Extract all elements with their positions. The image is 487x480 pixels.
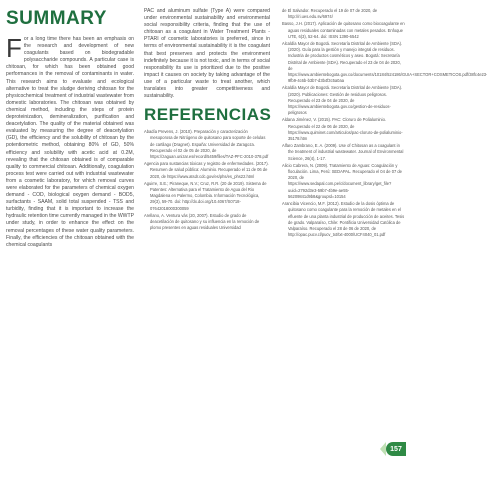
right-column: [282, 8, 487, 239]
references-list-col3: [282, 8, 487, 238]
reference-item: Abadía Prevens, J. (2010). Preparación y caracterización mesoporosa de Nitrógeno de quitosano para soporte de celulas de cartilago (Dragnet). España: Universidad de Zaragoza. Recuperado el 02 de 05 de 2020, de https://zaguan.unizar.es/record/5459/files/TAZ-PFC-2010-378.pdf: [144, 129, 269, 160]
summary-column: [6, 8, 134, 249]
reference-item: de El Salvador. Recuperado el 19 de 07 de 2020, de http://ri.ues.edu.sv/6974/: [282, 8, 378, 20]
page-number: 157: [390, 445, 402, 453]
reference-item: Alcaldía Mayor de Bogotá. Secretaría Distrital de Ambiente (SDA). (2020). Guía para la gestión y manejo integral de residuos. Industria de productos cosméticos y aseo. Bogotá: Secretaría Distrital de Ambiente (SDA). Recuperado el 23 de 04 de 2020, de https://www.ambientebogota.gov.co/documents/10184/524186/GUIA+SECTOR+COSMETICOS.pdf/38fc4e23-9fb9-4c6b-b3b7-d3b4f3c5a0aa: [282, 41, 487, 84]
summary-paragraph-1: [6, 33, 134, 249]
page-number-badge: [386, 442, 406, 456]
reference-item: Aguirre, S.E.; Piraneque, N.V.; Cruz, R.R. (20 de 2019). Sistema de Patentes: Alternativa para el Tratamiento de Agua del Rio Magdalena en Palermo, Colombia. Información Tecnológica, 29(3), 59-70. doi: http://dx.doi.org/10.4067/S0718-07642018000300059: [144, 180, 267, 211]
reference-item: Arancibia Vicencio, M.F. (2012). Estudio de la dosis óptima de quitosano como coagulante para la remoción de metales en el efluente de una planta industrial de producción de aceites. Tesis de grado. Valparaíso, Chile: Pontificia Universidad Católica de Valparaíso. Recuperado el 28 de 06 de 2020, de http://opac.pucv.cl/pucv_txt/txt-4000/UCF4040_01.pdf: [282, 201, 405, 238]
reference-item: Aldana Jiménez, V. (2015). PAC: Cloruro de Polialuminio. Recuperado el 22 de 06 de 2020, de https://www.quiminet.com/articulos/pac-cloruro-de-polialuminio-35178.htm: [282, 117, 403, 142]
reference-item: Alcaldía Mayor de Bogotá. Secretaría Distrital de Ambiente (SDA). (2020). Publicaciones: Gestión de residuos peligrosos. Recuperado el 23 de 04 de 2020, de https://www.ambientebogota.gov.co/gestion-de-residuos-peligrosos: [282, 85, 403, 116]
summary-paragraph-2: PAC and aluminum sulfate (Type A) were compared under environmental sustainability and environmental social responsibility criteria, finding that the use of chitosan as a coagulant in Water Treatment Plants - PTARI of cosmetic laboratories is preferred, since in terms of environmental sustainability it is the coagulant that best preserves and protects the environment indefinitely because it is not toxic, and in terms of social responsibility its use is prioritized due to the positive impact it causes on society by taking advantage of the use of a particular waste to treat another, which translates into greater competitiveness and sustainability.: [144, 8, 270, 100]
reference-item: Basso, J.H. (2017). Aplicación de quitosano como biocoagulante en aguas residuales contaminadas con metales pesados. Enfoque UTE, 6(3), 52-64. doi: ISSN 1390-6542: [282, 21, 405, 39]
reference-item: Agencia para sustancias tóxicas y registro de enfermedades. (2017). Resumen de salud pública: Aluminio. Recuperado el 11 de 06 de 2020, de https://www.atsdr.cdc.gov/es/phs/es_phs22.html: [144, 161, 269, 179]
reference-item: Arellano, A. Ventura vás (20, 2007). Estudio de grado de deacetilación de quitosano y su influencia en la remoción de plomo presentes en aguas residuales Universidad: [144, 212, 260, 231]
middle-column: [144, 8, 270, 232]
reference-item: Alicio Cabrera, N. (2009). Tratamiento de Aguas: Coagulación y floculación. Lima, Perú: SEDAPAL. Recuperado el 04 de 07 de 2020, de https://www.sedapal.com.pe/c/document_library/get_file?uuid=2792d3e3-59b7-4b9e-ae55-56209841d9b8&groupId=10154: [282, 162, 402, 199]
references-heading: REFERENCIAS: [144, 105, 272, 125]
reference-item: Alfaro Zambrano, E. A. (2009). Use of Chitosan as a coagulant in the treatment of industrial wastewater. Journal of Environmental Science, 26(4), 1-17.: [282, 143, 404, 161]
drop-cap: F: [6, 33, 22, 63]
summary-paragraph-1-text: or a long time there has been an emphasis on the research and development of new coagulants based on biodegradable polysaccharide compounds. A particular case is chitosan, for which has been obtained good performances in the removal of contaminants in water. This research aims to evaluate and ecological alternative to treat the sludge deriving chitosan for the physicochemical treatment of industrial wastewater from domestic laboratories. The chitosan was obtained by chemical method, including the steps of protein deproteinization, demineralization, purification and deacetylation. The quality of the material obtained was evaluated by measuring the degree of deacetylation (GD), the efficiency and the solubility of chitosan by the potentiometric method, obtaining 80% of GD, 50% efficiency and solubility with acetic acid at 0.2M, revealing that the chitosan obtained is of comparable quality to commercial chitosan. Additionally, coagulation process test were carried out with industrial wastewater from a cosmetic laboratory, for which removal curves were elaborated for the parameters of chemical oxygen demand - COD, biological oxygen demand - BOD5, surfactants - SAAM, solid total suspended - TSS and turbidity, finding that it is important to increase the hydraulic retention time currently managed in the WWTP under study, in order to enhance the effect on the removal percentages of these water quality parameters. Finally, the efficiencies of the chitosan obtained with the chemical coagulants: [6, 36, 134, 248]
references-list-col2: [144, 129, 270, 231]
summary-heading: SUMMARY: [6, 8, 107, 29]
